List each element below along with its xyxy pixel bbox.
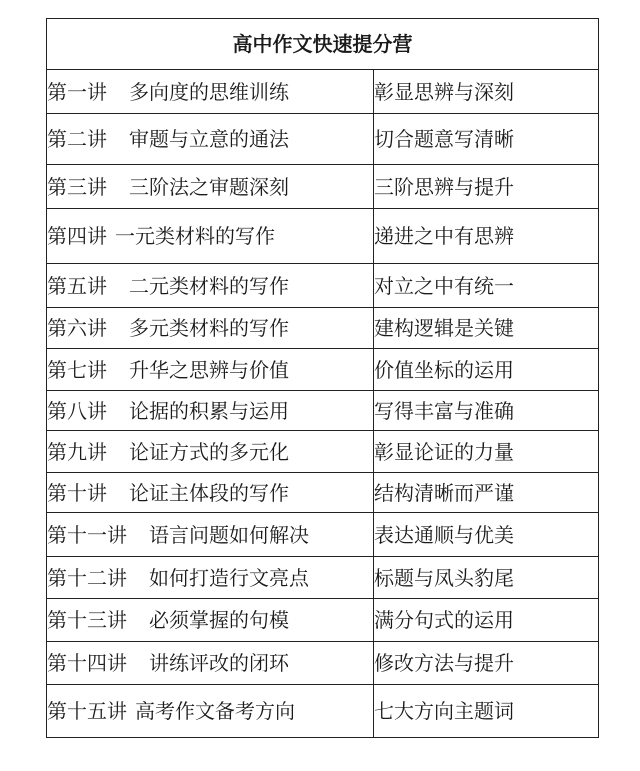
lesson-goal: 标题与凤头豹尾 [374, 557, 599, 599]
lesson-cell [47, 642, 374, 685]
lesson-cell [47, 114, 374, 165]
table-title: 高中作文快速提分营 [47, 19, 599, 70]
lesson-goal: 彰显论证的力量 [374, 431, 599, 473]
table-row [47, 513, 599, 557]
lesson-cell [47, 431, 374, 473]
lesson-topic: 多元类材料的写作 [129, 316, 289, 340]
lesson-topic: 高考作文备考方向 [135, 699, 295, 723]
lesson-topic: 二元类材料的写作 [129, 273, 289, 298]
table-row [47, 431, 599, 473]
lesson-number: 第九讲 [47, 439, 107, 464]
lesson-cell [47, 308, 374, 349]
lesson-cell [47, 599, 374, 642]
table-row [47, 264, 599, 308]
table-row [47, 349, 599, 391]
lesson-number: 第十一讲 [47, 522, 127, 547]
lesson-topic: 一元类材料的写作 [115, 224, 275, 248]
lesson-number: 第十讲 [47, 480, 107, 505]
lesson-goal: 写得丰富与准确 [374, 391, 599, 431]
lesson-goal: 表达通顺与优美 [374, 513, 599, 557]
lesson-topic: 升华之思辨与价值 [129, 357, 289, 382]
lesson-number: 第十五讲 [47, 699, 127, 723]
lesson-goal: 建构逻辑是关键 [374, 308, 599, 349]
lesson-cell [47, 557, 374, 599]
lesson-goal: 切合题意写清晰 [374, 114, 599, 165]
lesson-number: 第十二讲 [47, 565, 127, 590]
lesson-number: 第八讲 [47, 398, 107, 423]
table-row [47, 473, 599, 513]
lesson-number: 第四讲 [47, 224, 107, 248]
lesson-goal: 对立之中有统一 [374, 264, 599, 308]
lesson-cell [47, 264, 374, 308]
lesson-topic: 多向度的思维训练 [129, 79, 289, 104]
title-row [47, 19, 599, 70]
lesson-cell [47, 685, 374, 738]
lesson-topic: 论据的积累与运用 [129, 398, 289, 423]
table-row [47, 642, 599, 685]
lesson-goal: 价值坐标的运用 [374, 349, 599, 391]
lesson-cell [47, 70, 374, 114]
lesson-number: 第十四讲 [47, 651, 127, 675]
lesson-cell [47, 209, 374, 264]
table-row [47, 308, 599, 349]
lesson-number: 第十三讲 [47, 608, 127, 632]
table-row [47, 165, 599, 209]
lesson-cell [47, 349, 374, 391]
lesson-cell [47, 391, 374, 431]
table-row [47, 557, 599, 599]
table-row [47, 70, 599, 114]
lesson-goal: 满分句式的运用 [374, 599, 599, 642]
lesson-topic: 如何打造行文亮点 [149, 565, 309, 590]
lesson-topic: 讲练评改的闭环 [149, 651, 289, 675]
lesson-cell [47, 165, 374, 209]
lesson-topic: 语言问题如何解决 [149, 522, 309, 547]
lesson-goal: 七大方向主题词 [374, 685, 599, 738]
lesson-number: 第一讲 [47, 79, 107, 104]
table-row [47, 114, 599, 165]
lesson-goal: 结构清晰而严谨 [374, 473, 599, 513]
lesson-topic: 论证主体段的写作 [129, 480, 289, 505]
lesson-number: 第五讲 [47, 273, 107, 298]
lesson-cell [47, 473, 374, 513]
lesson-number: 第六讲 [47, 316, 107, 340]
table-row [47, 209, 599, 264]
lesson-topic: 论证方式的多元化 [129, 439, 289, 464]
table-row [47, 685, 599, 738]
course-schedule-table [46, 18, 599, 738]
table-row [47, 599, 599, 642]
lesson-goal: 递进之中有思辨 [374, 209, 599, 264]
lesson-number: 第三讲 [47, 174, 107, 199]
lesson-cell [47, 513, 374, 557]
lesson-topic: 审题与立意的通法 [129, 127, 289, 151]
lesson-goal: 修改方法与提升 [374, 642, 599, 685]
lesson-number: 第七讲 [47, 357, 107, 382]
lesson-goal: 三阶思辨与提升 [374, 165, 599, 209]
lesson-number: 第二讲 [47, 127, 107, 151]
lesson-topic: 必须掌握的句模 [149, 608, 289, 632]
table-row [47, 391, 599, 431]
lesson-topic: 三阶法之审题深刻 [129, 174, 289, 199]
lesson-goal: 彰显思辨与深刻 [374, 70, 599, 114]
